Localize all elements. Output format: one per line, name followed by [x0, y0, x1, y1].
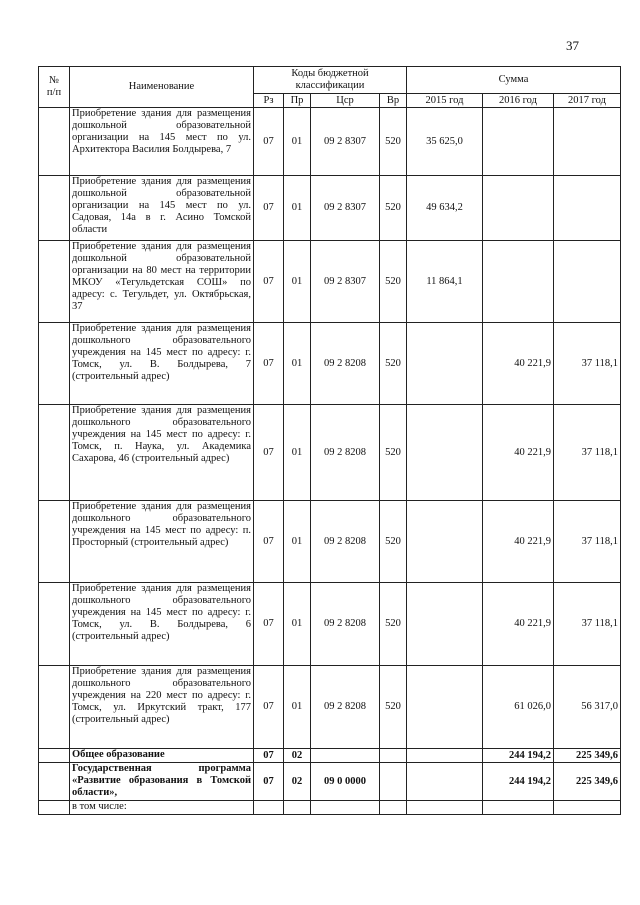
cell-vr: 520	[380, 501, 407, 583]
cell-name: Приобретение здания для размещения дошкольной образовательной организации на 145 мест по ул. Садовая, 14а в г. Асино Томской области	[70, 176, 254, 241]
cell-y2015	[407, 583, 483, 666]
table-row	[39, 749, 621, 763]
table-row	[39, 108, 621, 176]
cell-csr	[311, 749, 380, 763]
cell-y2017: 56 317,0	[554, 666, 621, 749]
cell-rz: 07	[254, 405, 284, 501]
table-row	[39, 176, 621, 241]
table-row	[39, 801, 621, 815]
table-body	[39, 108, 621, 815]
cell-rz: 07	[254, 763, 284, 801]
cell-pr: 01	[284, 176, 311, 241]
cell-y2016: 61 026,0	[483, 666, 554, 749]
header-2017: 2017 год	[554, 94, 621, 108]
cell-pr: 02	[284, 749, 311, 763]
header-csr: Цср	[311, 94, 380, 108]
cell-y2016	[483, 241, 554, 323]
cell-csr: 09 2 8307	[311, 176, 380, 241]
cell-csr: 09 2 8208	[311, 501, 380, 583]
cell-csr: 09 2 8208	[311, 323, 380, 405]
cell-csr	[311, 801, 380, 815]
cell-y2015: 49 634,2	[407, 176, 483, 241]
cell-y2017	[554, 176, 621, 241]
table-row	[39, 241, 621, 323]
cell-num	[39, 405, 70, 501]
cell-y2016: 40 221,9	[483, 405, 554, 501]
cell-y2017: 225 349,6	[554, 763, 621, 801]
table-row	[39, 763, 621, 801]
cell-name: Приобретение здания для размещения дошкольной образовательной организации на 80 мест на территории МКОУ «Тегульдетская СОШ» по адресу: с. Тегульдет, ул. Октябрьская, 37	[70, 241, 254, 323]
cell-name: Приобретение здания для размещения дошкольной образовательной организации на 145 мест по ул. Архитектора Василия Болдырева, 7	[70, 108, 254, 176]
cell-rz: 07	[254, 108, 284, 176]
cell-pr: 02	[284, 763, 311, 801]
cell-pr: 01	[284, 583, 311, 666]
cell-csr: 09 2 8208	[311, 405, 380, 501]
cell-y2015	[407, 749, 483, 763]
cell-num	[39, 176, 70, 241]
page-number: 37	[566, 38, 579, 53]
header-num: № п/п	[39, 67, 70, 108]
header-pr: Пр	[284, 94, 311, 108]
cell-y2016: 244 194,2	[483, 749, 554, 763]
cell-y2016: 244 194,2	[483, 763, 554, 801]
cell-rz: 07	[254, 323, 284, 405]
cell-vr: 520	[380, 666, 407, 749]
cell-y2016: 40 221,9	[483, 323, 554, 405]
header-sum: Сумма	[407, 67, 621, 94]
header-vr: Вр	[380, 94, 407, 108]
cell-num	[39, 666, 70, 749]
cell-y2017	[554, 241, 621, 323]
cell-vr: 520	[380, 108, 407, 176]
cell-vr: 520	[380, 176, 407, 241]
cell-name: Приобретение здания для размещения дошкольного образовательного учреждения на 145 мест по адресу: г. Томск, ул. В. Болдырева, 7 (строительный адрес)	[70, 323, 254, 405]
cell-y2017: 37 118,1	[554, 323, 621, 405]
table-row	[39, 666, 621, 749]
cell-y2015	[407, 323, 483, 405]
cell-name: Приобретение здания для размещения дошкольного образовательного учреждения на 145 мест по адресу: п. Просторный (строительный адрес)	[70, 501, 254, 583]
cell-y2017: 225 349,6	[554, 749, 621, 763]
cell-csr: 09 2 8208	[311, 666, 380, 749]
cell-csr: 09 2 8208	[311, 583, 380, 666]
cell-pr: 01	[284, 323, 311, 405]
cell-pr: 01	[284, 405, 311, 501]
cell-pr: 01	[284, 501, 311, 583]
cell-num	[39, 241, 70, 323]
cell-num	[39, 763, 70, 801]
cell-num	[39, 108, 70, 176]
cell-y2017	[554, 801, 621, 815]
cell-csr: 09 2 8307	[311, 241, 380, 323]
cell-pr: 01	[284, 241, 311, 323]
cell-num	[39, 501, 70, 583]
cell-y2016	[483, 108, 554, 176]
table-row	[39, 583, 621, 666]
cell-name: Государственная программа «Развитие образования в Томской области»,	[70, 763, 254, 801]
cell-y2015	[407, 501, 483, 583]
cell-y2015: 11 864,1	[407, 241, 483, 323]
cell-vr: 520	[380, 241, 407, 323]
table-row	[39, 501, 621, 583]
cell-y2016: 40 221,9	[483, 583, 554, 666]
cell-y2016: 40 221,9	[483, 501, 554, 583]
cell-vr: 520	[380, 323, 407, 405]
cell-y2017	[554, 108, 621, 176]
cell-csr: 09 0 0000	[311, 763, 380, 801]
cell-name: Приобретение здания для размещения дошкольного образовательного учреждения на 220 мест по адресу: г. Томск, ул. Иркутский тракт, 177 (строительный адрес)	[70, 666, 254, 749]
cell-y2016	[483, 801, 554, 815]
cell-vr: 520	[380, 405, 407, 501]
cell-num	[39, 583, 70, 666]
cell-name: Приобретение здания для размещения дошкольного образовательного учреждения на 145 мест по адресу: г. Томск, п. Наука, ул. Академика Сахарова, 46 (строительный адрес)	[70, 405, 254, 501]
cell-num	[39, 323, 70, 405]
cell-vr: 520	[380, 583, 407, 666]
cell-num	[39, 801, 70, 815]
cell-rz: 07	[254, 583, 284, 666]
header-2016: 2016 год	[483, 94, 554, 108]
cell-y2015	[407, 801, 483, 815]
cell-y2015	[407, 405, 483, 501]
cell-y2017: 37 118,1	[554, 501, 621, 583]
cell-pr	[284, 801, 311, 815]
cell-rz: 07	[254, 749, 284, 763]
cell-y2017: 37 118,1	[554, 405, 621, 501]
table-row	[39, 323, 621, 405]
cell-rz: 07	[254, 666, 284, 749]
cell-rz	[254, 801, 284, 815]
cell-y2015	[407, 763, 483, 801]
table-row	[39, 405, 621, 501]
cell-pr: 01	[284, 108, 311, 176]
cell-vr	[380, 801, 407, 815]
cell-name: Приобретение здания для размещения дошкольного образовательного учреждения на 145 мест по адресу: г. Томск, ул. В. Болдырева, 6 (строительный адрес)	[70, 583, 254, 666]
cell-csr: 09 2 8307	[311, 108, 380, 176]
budget-table	[38, 66, 621, 815]
cell-rz: 07	[254, 501, 284, 583]
header-2015: 2015 год	[407, 94, 483, 108]
header-name: Наименование	[70, 67, 254, 108]
cell-y2017: 37 118,1	[554, 583, 621, 666]
cell-vr	[380, 749, 407, 763]
cell-rz: 07	[254, 176, 284, 241]
cell-pr: 01	[284, 666, 311, 749]
cell-y2016	[483, 176, 554, 241]
cell-num	[39, 749, 70, 763]
cell-y2015	[407, 666, 483, 749]
cell-name: в том числе:	[70, 801, 254, 815]
cell-y2015: 35 625,0	[407, 108, 483, 176]
cell-name: Общее образование	[70, 749, 254, 763]
cell-vr	[380, 763, 407, 801]
cell-rz: 07	[254, 241, 284, 323]
header-rz: Рз	[254, 94, 284, 108]
header-codes: Коды бюджетной классификации	[254, 67, 407, 94]
